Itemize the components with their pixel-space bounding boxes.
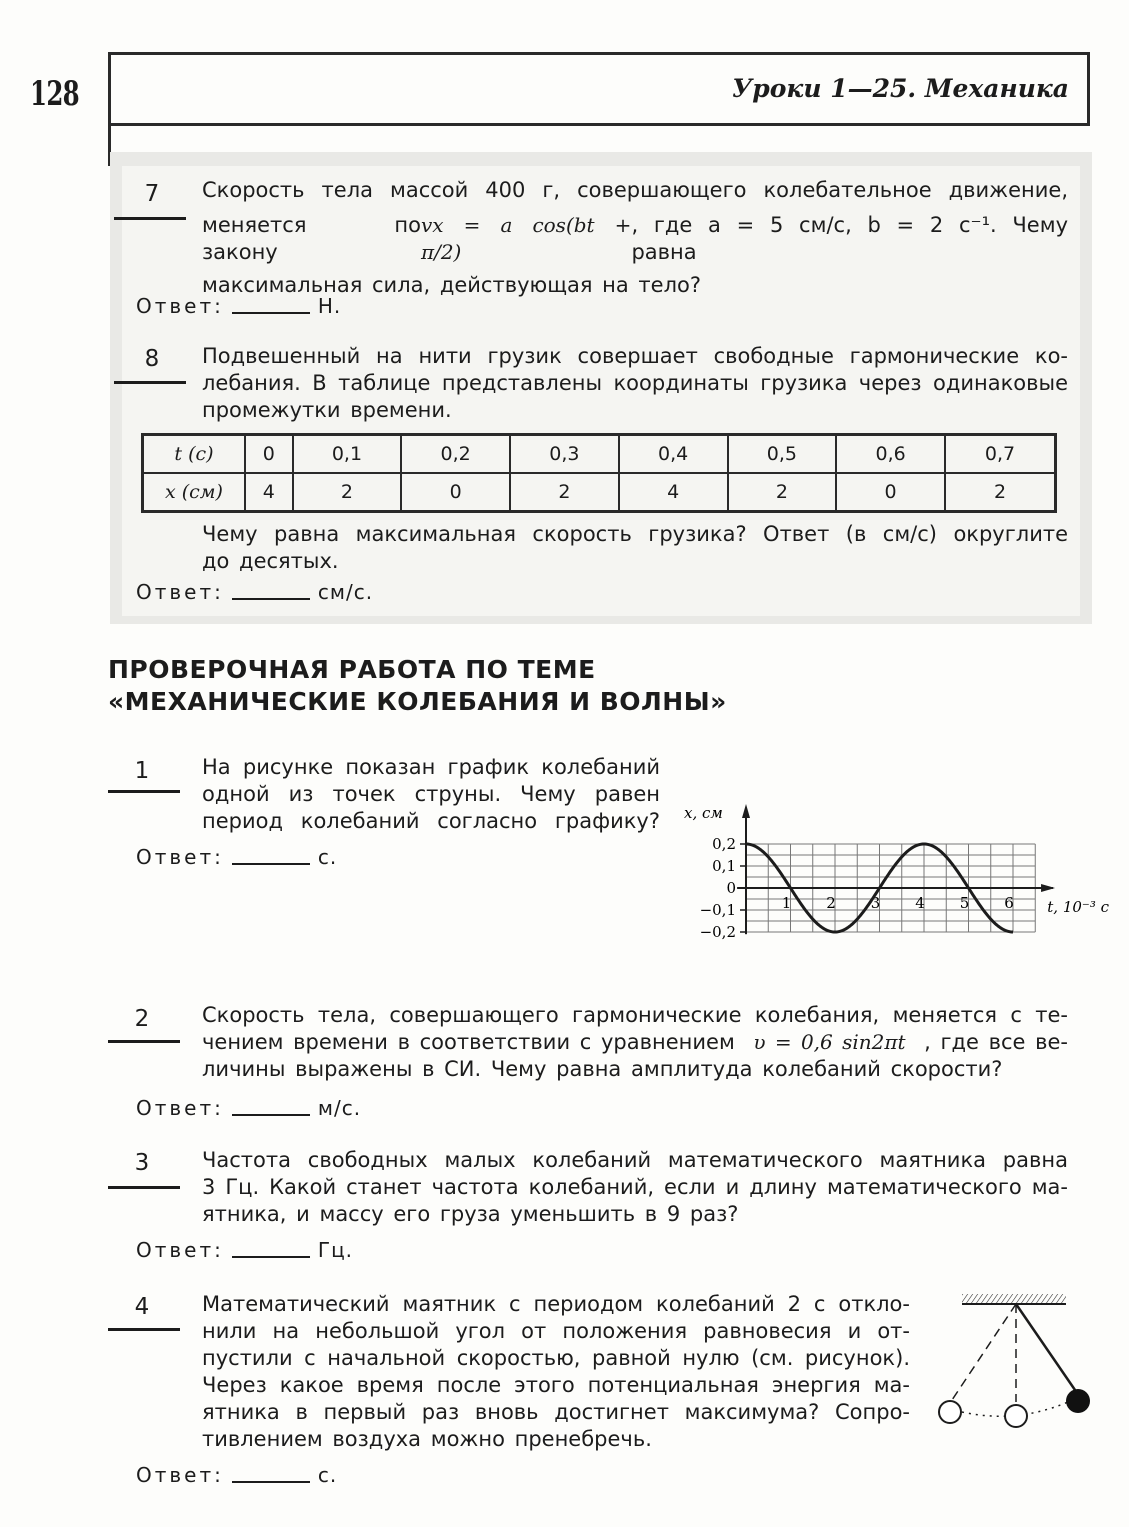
chart-axes	[737, 804, 1055, 934]
q8-after-text	[202, 521, 1068, 575]
q8-after2: до десятых.	[202, 549, 339, 573]
question-number: 1	[134, 758, 150, 784]
string-solid	[1016, 1304, 1075, 1390]
table-cell: 4	[245, 473, 293, 512]
table-row	[143, 435, 1056, 474]
ceiling-hatch	[962, 1294, 1066, 1303]
answer-blank[interactable]	[232, 1256, 310, 1258]
question-rule	[108, 1040, 180, 1043]
question-number: 7	[144, 181, 160, 207]
t1-line2: одной из точек струны. Чему равен	[202, 782, 660, 806]
y-tick-label: 0,2	[712, 835, 736, 853]
t4-line6: тивлением воздуха можно пренебречь.	[202, 1427, 652, 1451]
t2-formula: υ = 0,6 sin2πt	[753, 1030, 906, 1054]
t3-answer	[136, 1238, 353, 1262]
table-cell: 0	[836, 473, 945, 512]
t1-answer	[136, 845, 337, 869]
q7-answer	[136, 294, 341, 318]
y-tick-label: −0,2	[699, 923, 736, 941]
t2-answer	[136, 1096, 361, 1120]
section-title-line2: «МЕХАНИЧЕСКИЕ КОЛЕБАНИЯ И ВОЛНЫ»	[108, 687, 727, 716]
q7-formula: vx = a cos(bt + π/2)	[420, 213, 632, 264]
table-header-t: t (с)	[143, 435, 246, 474]
t4-answer	[136, 1463, 337, 1487]
answer-label: Ответ:	[136, 1463, 224, 1487]
y-tick-label: 0,1	[712, 857, 736, 875]
answer-label: Ответ:	[136, 1238, 224, 1262]
answer-unit: см/с.	[317, 580, 374, 604]
table-cell: 0	[401, 473, 510, 512]
answer-label: Ответ:	[136, 845, 224, 869]
section-title-line1: ПРОВЕРОЧНАЯ РАБОТА ПО ТЕМЕ	[108, 655, 596, 684]
t3-line2: 3 Гц. Какой станет частота колебаний, если и длину математического ма-	[202, 1175, 1068, 1199]
header-title: Уроки 1—25. Механика	[731, 74, 1069, 103]
t2-line2-post: , где все ве-	[924, 1030, 1068, 1054]
q7-line1: Скорость тела массой 400 г, совершающего колебательное движение,	[202, 178, 1068, 202]
x-tick-label: 3	[870, 894, 881, 912]
t4-line5: ятника в первый раз вновь достигнет максимума? Сопро-	[202, 1400, 910, 1424]
table-cell: 2	[293, 473, 402, 512]
x-tick-label: 2	[826, 894, 836, 912]
table-cell: 0,4	[619, 435, 728, 474]
question-rule	[114, 381, 186, 384]
x-tick-label: 1	[781, 894, 792, 912]
t3-text	[202, 1147, 1068, 1228]
table-cell: 2	[510, 473, 619, 512]
q8-text	[202, 343, 1068, 424]
q7-line3: максимальная сила, действующая на тело?	[202, 273, 701, 297]
y-tick-label: 0	[726, 879, 736, 897]
answer-unit: м/с.	[317, 1096, 362, 1120]
t1-text	[202, 754, 660, 835]
x-axis-arrow	[1041, 884, 1055, 892]
q8-line3: промежутки времени.	[202, 398, 452, 422]
x-tick-label: 5	[959, 894, 970, 912]
x-axis-label: t, 10⁻³ с	[1047, 898, 1110, 916]
section-title	[108, 654, 727, 718]
t2-line1: Скорость тела, совершающего гармонические колебания, меняется с те-	[202, 1003, 1068, 1027]
q8-answer	[136, 580, 373, 604]
table-row	[143, 473, 1056, 512]
table-cell: 0,2	[401, 435, 510, 474]
t4-text	[202, 1291, 910, 1453]
page-number: 128	[30, 74, 79, 114]
table-cell: 2	[945, 473, 1056, 512]
q8-line1: Подвешенный на нити грузик совершает свободные гармонические ко-	[202, 344, 1068, 368]
table-cell: 0,3	[510, 435, 619, 474]
answer-blank[interactable]	[232, 863, 310, 865]
t1-line1: На рисунке показан график колебаний	[202, 755, 660, 779]
q8-after1: Чему равна максимальная скорость грузика? Ответ (в см/с) округлите	[202, 522, 1068, 546]
answer-blank[interactable]	[232, 1114, 310, 1116]
t4-line3: пустили с начальной скоростью, равной нулю (см. рисунок).	[202, 1346, 910, 1370]
answer-label: Ответ:	[136, 1096, 224, 1120]
t2-line3: личины выражены в СИ. Чему равна амплитуда колебаний скорости?	[202, 1057, 1003, 1081]
table-cell: 0	[245, 435, 293, 474]
question-number: 3	[134, 1150, 150, 1176]
table-cell: 0,6	[836, 435, 945, 474]
table-cell: 0,5	[728, 435, 837, 474]
question-number: 2	[134, 1006, 150, 1032]
q7-line2-post: , где a = 5 см/с, b = 2 с⁻¹. Чему равна	[631, 213, 1068, 264]
coordinates-table	[141, 433, 1057, 513]
q7-text	[202, 177, 1068, 299]
table-cell: 0,7	[945, 435, 1056, 474]
t1-line3: период колебаний согласно графику?	[202, 809, 660, 833]
t2-text	[202, 1002, 1068, 1083]
answer-blank[interactable]	[232, 1481, 310, 1483]
t3-line1: Частота свободных малых колебаний математического маятника равна	[202, 1148, 1068, 1172]
answer-blank[interactable]	[232, 312, 310, 314]
question-rule	[114, 217, 186, 220]
question-rule	[108, 1328, 180, 1331]
answer-unit: с.	[317, 1463, 338, 1487]
answer-unit: Н.	[317, 294, 342, 318]
y-axis-label: x, см	[684, 804, 723, 822]
t4-line2: нили на небольшой угол от положения равновесия и от-	[202, 1319, 910, 1343]
t4-line1: Математический маятник с периодом колебаний 2 с откло-	[202, 1292, 910, 1316]
question-rule	[108, 1186, 180, 1189]
answer-label: Ответ:	[136, 294, 224, 318]
t3-line3: ятника, и массу его груза уменьшить в 9 раз?	[202, 1202, 739, 1226]
y-axis-arrow	[742, 804, 750, 818]
table-header-x: x (см)	[143, 473, 246, 512]
bob-left-position	[939, 1401, 961, 1423]
table-cell: 4	[619, 473, 728, 512]
oscillation-chart	[670, 750, 1110, 990]
table-cell: 0,1	[293, 435, 402, 474]
answer-unit: Гц.	[317, 1238, 354, 1262]
pendulum-figure	[928, 1286, 1098, 1436]
answer-blank[interactable]	[232, 598, 310, 600]
bob-equilibrium-position	[1005, 1405, 1027, 1427]
string-left-dashed	[952, 1304, 1016, 1400]
question-number: 4	[134, 1294, 150, 1320]
t4-line4: Через какое время после этого потенциальная энергия ма-	[202, 1373, 910, 1397]
question-rule	[108, 790, 180, 793]
q8-line2: лебания. В таблице представлены координаты грузика через одинаковые	[202, 371, 1068, 395]
answer-label: Ответ:	[136, 580, 224, 604]
x-tick-label: 4	[915, 894, 925, 912]
question-number: 8	[144, 346, 160, 372]
x-tick-label: 6	[1004, 894, 1014, 912]
q7-line2-pre: меняется по закону	[202, 213, 421, 264]
y-tick-label: −0,1	[699, 901, 736, 919]
t2-line2-pre: чением времени в соответствии с уравнением	[202, 1030, 735, 1054]
answer-unit: с.	[317, 845, 338, 869]
bob-right-position	[1066, 1389, 1090, 1413]
table-cell: 2	[728, 473, 837, 512]
